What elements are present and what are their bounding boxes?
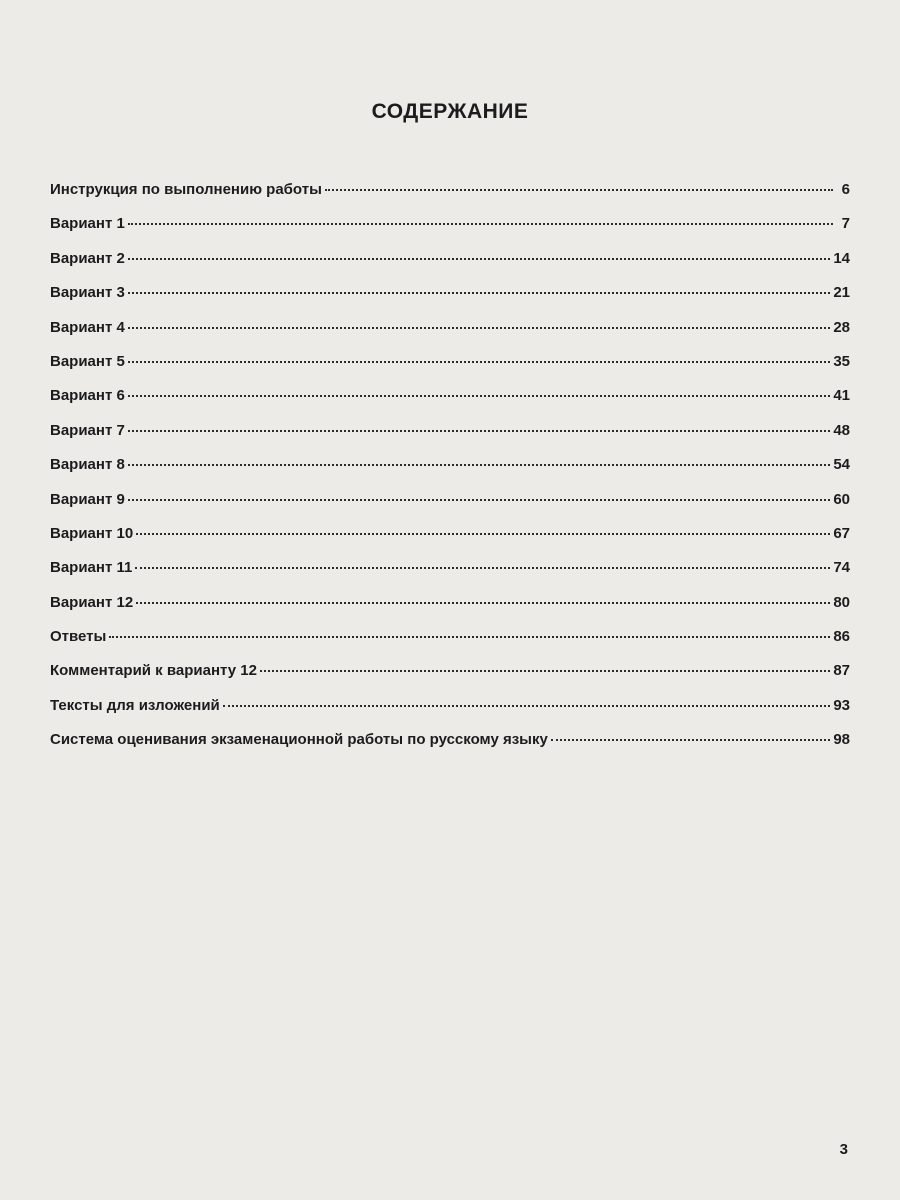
toc-entry-label: Вариант 3	[50, 284, 125, 302]
dot-leader	[128, 258, 830, 260]
dot-leader	[136, 533, 830, 535]
toc-entry-label: Вариант 10	[50, 524, 134, 542]
toc-entry-label: Вариант 9	[50, 490, 125, 508]
toc-entry-page: 21	[833, 284, 850, 302]
toc-entry-label: Система оценивания экзаменационной работы по русскому языку	[50, 731, 548, 749]
toc-entry-label: Комментарий к варианту 12	[50, 662, 257, 680]
dot-leader	[128, 292, 830, 294]
dot-leader	[551, 739, 830, 741]
dot-leader	[109, 636, 830, 638]
toc-entry	[50, 387, 850, 421]
toc-entry-label: Вариант 1	[50, 215, 125, 233]
toc-entry	[50, 731, 850, 765]
toc-entry-page: 93	[833, 696, 850, 714]
dot-leader	[128, 361, 830, 363]
page-number: 3	[839, 1141, 848, 1158]
dot-leader	[128, 395, 830, 397]
toc-entry	[50, 456, 850, 490]
toc-entry-page: 74	[833, 559, 850, 577]
dot-leader	[128, 499, 830, 501]
toc-entry-page: 67	[833, 524, 850, 542]
page-title: СОДЕРЖАНИЕ	[371, 100, 529, 124]
toc-entry-page: 28	[833, 318, 850, 336]
toc-entry	[50, 353, 850, 387]
toc-entry	[50, 250, 850, 284]
dot-leader	[260, 670, 830, 672]
toc-entry-page: 98	[833, 731, 850, 749]
toc-entry-page: 80	[833, 593, 850, 611]
toc-entry-page: 6	[841, 181, 850, 198]
toc-entry-label: Ответы	[50, 628, 107, 646]
toc-entry	[50, 559, 850, 593]
toc-entry	[50, 284, 850, 318]
toc-entry-label: Вариант 12	[50, 593, 134, 611]
dot-leader	[136, 602, 830, 604]
table-of-contents	[50, 181, 850, 766]
toc-entry-page: 60	[833, 490, 850, 508]
toc-entry	[50, 594, 850, 628]
toc-entry	[50, 319, 850, 353]
toc-entry	[50, 628, 850, 662]
toc-entry-label: Вариант 8	[50, 456, 125, 474]
toc-entry-label: Вариант 7	[50, 421, 125, 439]
toc-entry	[50, 662, 850, 696]
toc-entry	[50, 422, 850, 456]
toc-entry-page: 14	[833, 249, 850, 267]
toc-entry	[50, 491, 850, 525]
dot-leader	[128, 430, 830, 432]
dot-leader	[128, 464, 830, 466]
toc-entry	[50, 525, 850, 559]
toc-entry-label: Инструкция по выполнению работы	[50, 181, 322, 198]
dot-leader	[128, 223, 833, 225]
toc-entry-page: 54	[833, 456, 850, 474]
toc-entry-label: Вариант 2	[50, 249, 125, 267]
toc-entry-label: Вариант 11	[50, 559, 133, 577]
dot-leader	[135, 567, 830, 569]
toc-entry	[50, 181, 850, 215]
dot-leader	[128, 327, 830, 329]
toc-entry	[50, 215, 850, 249]
toc-entry	[50, 697, 850, 731]
toc-entry-page: 7	[841, 215, 850, 233]
dot-leader	[223, 705, 831, 707]
toc-entry-label: Вариант 4	[50, 318, 125, 336]
toc-entry-page: 41	[833, 387, 850, 405]
toc-entry-page: 86	[833, 628, 850, 646]
toc-entry-page: 87	[833, 662, 850, 680]
toc-entry-label: Вариант 6	[50, 387, 125, 405]
dot-leader	[325, 189, 833, 191]
toc-entry-label: Тексты для изложений	[50, 696, 220, 714]
toc-entry-label: Вариант 5	[50, 352, 125, 370]
toc-entry-page: 48	[833, 421, 850, 439]
toc-entry-page: 35	[833, 352, 850, 370]
